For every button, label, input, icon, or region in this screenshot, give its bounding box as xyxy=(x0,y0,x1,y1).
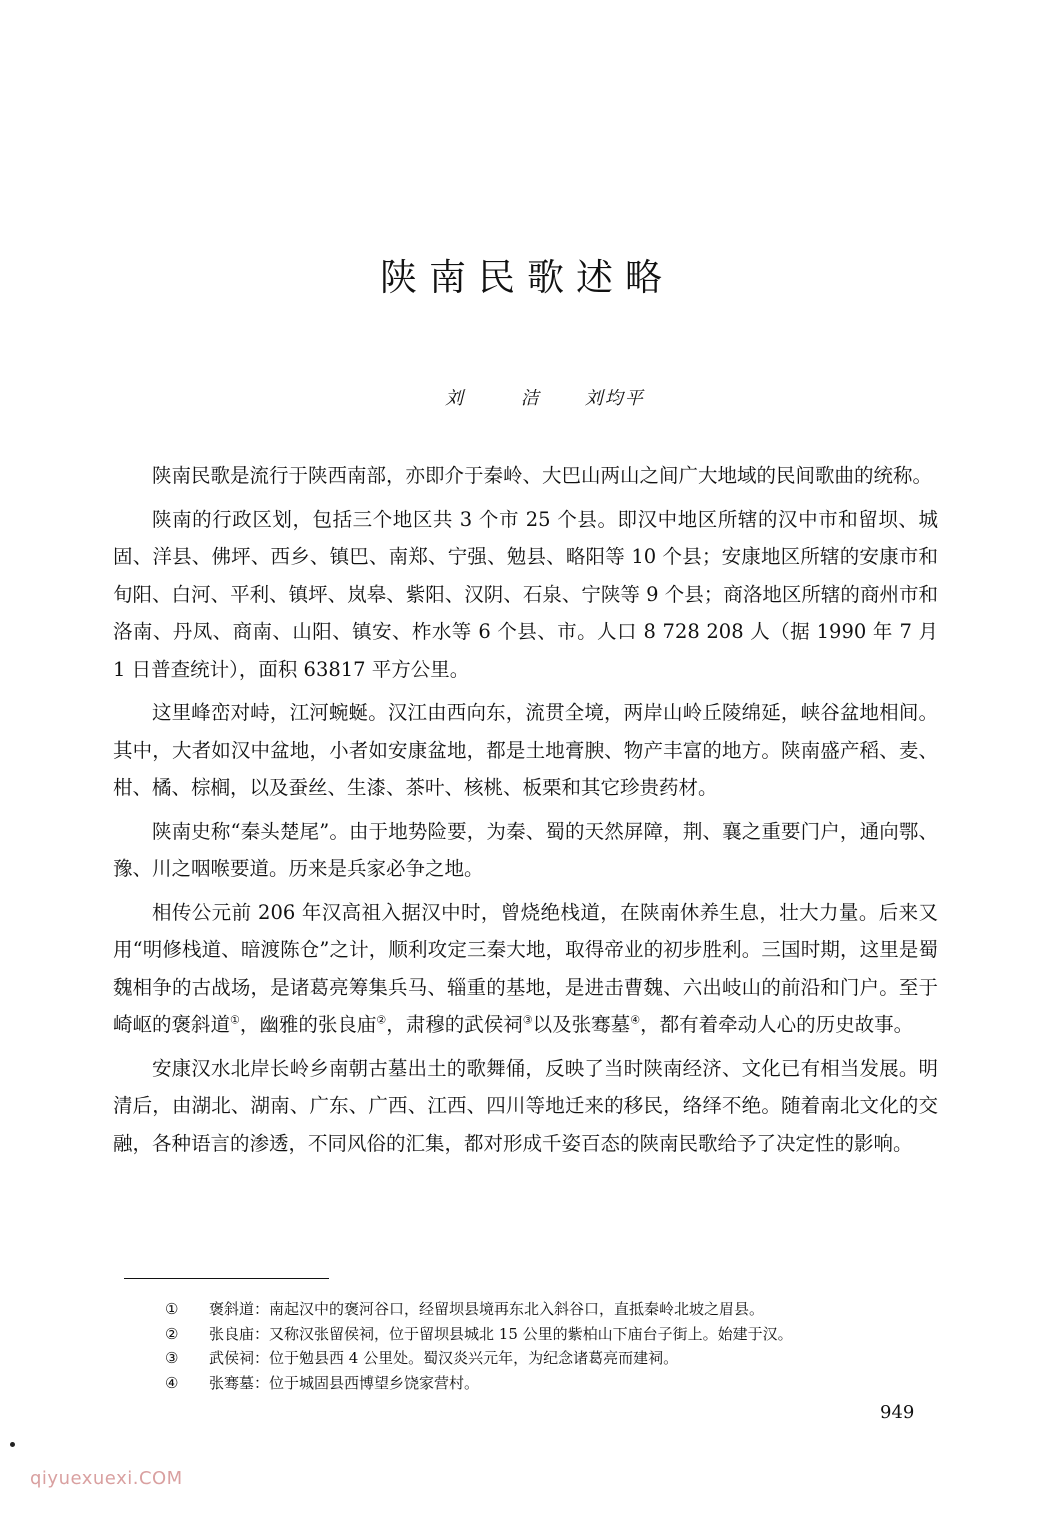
site-watermark: qiyuexuexi.COM xyxy=(30,1468,183,1489)
page-number: 949 xyxy=(880,1402,915,1423)
footnote-4 xyxy=(165,1371,925,1396)
footnote-ref-2[interactable]: ② xyxy=(376,1013,387,1027)
footnote-ref-1[interactable]: ① xyxy=(230,1013,240,1027)
paragraph-5-text-b: ，幽雅的张良庙 xyxy=(239,1013,377,1036)
footnote-ref-3[interactable]: ③ xyxy=(522,1013,533,1027)
scan-speck xyxy=(10,1442,15,1447)
footnote-text: 武侯祠：位于勉县西 4 公里处。蜀汉炎兴元年，为纪念诸葛亮而建祠。 xyxy=(209,1349,679,1367)
paragraph-5-text-e: ，都有着牵动人心的历史故事。 xyxy=(640,1013,914,1036)
footnote-mark: ③ xyxy=(165,1349,179,1367)
paragraph-4: 陕南史称“秦头楚尾”。由于地势险要，为秦、蜀的天然屏障，荆、襄之重要门户，通向鄂、豫、川之咽喉要道。历来是兵家必争之地。 xyxy=(113,819,938,880)
paragraph-5 xyxy=(113,894,938,1044)
footnote-text: 张良庙：又称汉张留侯祠，位于留坝县城北 15 公里的紫柏山下庙台子街上。始建于汉。 xyxy=(209,1324,793,1343)
article-body xyxy=(113,457,938,1168)
footnote-mark: ④ xyxy=(165,1373,179,1392)
footnote-2 xyxy=(165,1322,925,1347)
author-2: 刘均平 xyxy=(584,388,645,409)
paragraph-5-text-d: 以及张骞墓 xyxy=(532,1013,631,1036)
paragraph-2: 陕南的行政区划，包括三个地区共 3 个市 25 个县。即汉中地区所辖的汉中市和留坝、城固、洋县、佛坪、西乡、镇巴、南郑、宁强、勉县、略阳等 10 个县；安康地区所辖的安康市和旬阳、白河、平利、镇坪、岚皋、紫阳、汉阴、石泉、宁陕等 9 个县；商洛地区所辖的商州市和洛南、丹凤、商南、山阳、镇安、柞水等 6 个县、市。人口 8 728 208 人（据 1990 年 7 月 1 日普查统计），面积 63817 平方公里。 xyxy=(113,507,938,681)
footnote-1 xyxy=(165,1297,925,1322)
author-1: 刘 洁 xyxy=(445,388,565,409)
paragraph-1: 陕南民歌是流行于陕西南部，亦即介于秦岭、大巴山两山之间广大地域的民间歌曲的统称。 xyxy=(152,464,933,487)
article-title: 陕南民歌述略 xyxy=(380,255,674,299)
footnote-3 xyxy=(165,1346,925,1371)
footnote-text: 褒斜道：南起汉中的褒河谷口，经留坝县境再东北入斜谷口，直抵秦岭北坡之眉县。 xyxy=(209,1300,765,1318)
footnote-mark: ② xyxy=(165,1324,179,1343)
footnote-divider xyxy=(124,1278,329,1279)
paragraph-6: 安康汉水北岸长岭乡南朝古墓出土的歌舞俑，反映了当时陕南经济、文化已有相当发展。明清后，由湖北、湖南、广东、广西、江西、四川等地迁来的移民，络绎不绝。随着南北文化的交融，各种语言的渗透，不同风俗的汇集，都对形成千姿百态的陕南民歌给予了决定性的影响。 xyxy=(113,1056,938,1155)
paragraph-5-text-a: 相传公元前 206 年汉高祖入据汉中时，曾烧绝栈道，在陕南休养生息，壮大力量。后来又用“明修栈道、暗渡陈仓”之计，顺利攻定三秦大地，取得帝业的初步胜利。三国时期，这里是蜀魏相争的古战场，是诸葛亮筹集兵马、辎重的基地，是进击曹魏、六出岐山的前沿和门户。至于崎岖的褒斜道 xyxy=(113,900,938,1036)
paragraph-5-text-c: ，肃穆的武侯祠 xyxy=(386,1013,523,1036)
footnote-ref-4[interactable]: ④ xyxy=(630,1013,641,1027)
footnote-text: 张骞墓：位于城固县西博望乡饶家营村。 xyxy=(209,1373,480,1392)
footnotes xyxy=(165,1297,925,1395)
author-line xyxy=(445,384,645,410)
footnote-mark: ① xyxy=(165,1300,179,1318)
paragraph-3: 这里峰峦对峙，江河蜿蜒。汉江由西向东，流贯全境，两岸山岭丘陵绵延，峡谷盆地相间。其中，大者如汉中盆地，小者如安康盆地，都是土地膏腴、物产丰富的地方。陕南盛产稻、麦、柑、橘、棕榈，以及蚕丝、生漆、茶叶、核桃、板栗和其它珍贵药材。 xyxy=(113,701,938,799)
